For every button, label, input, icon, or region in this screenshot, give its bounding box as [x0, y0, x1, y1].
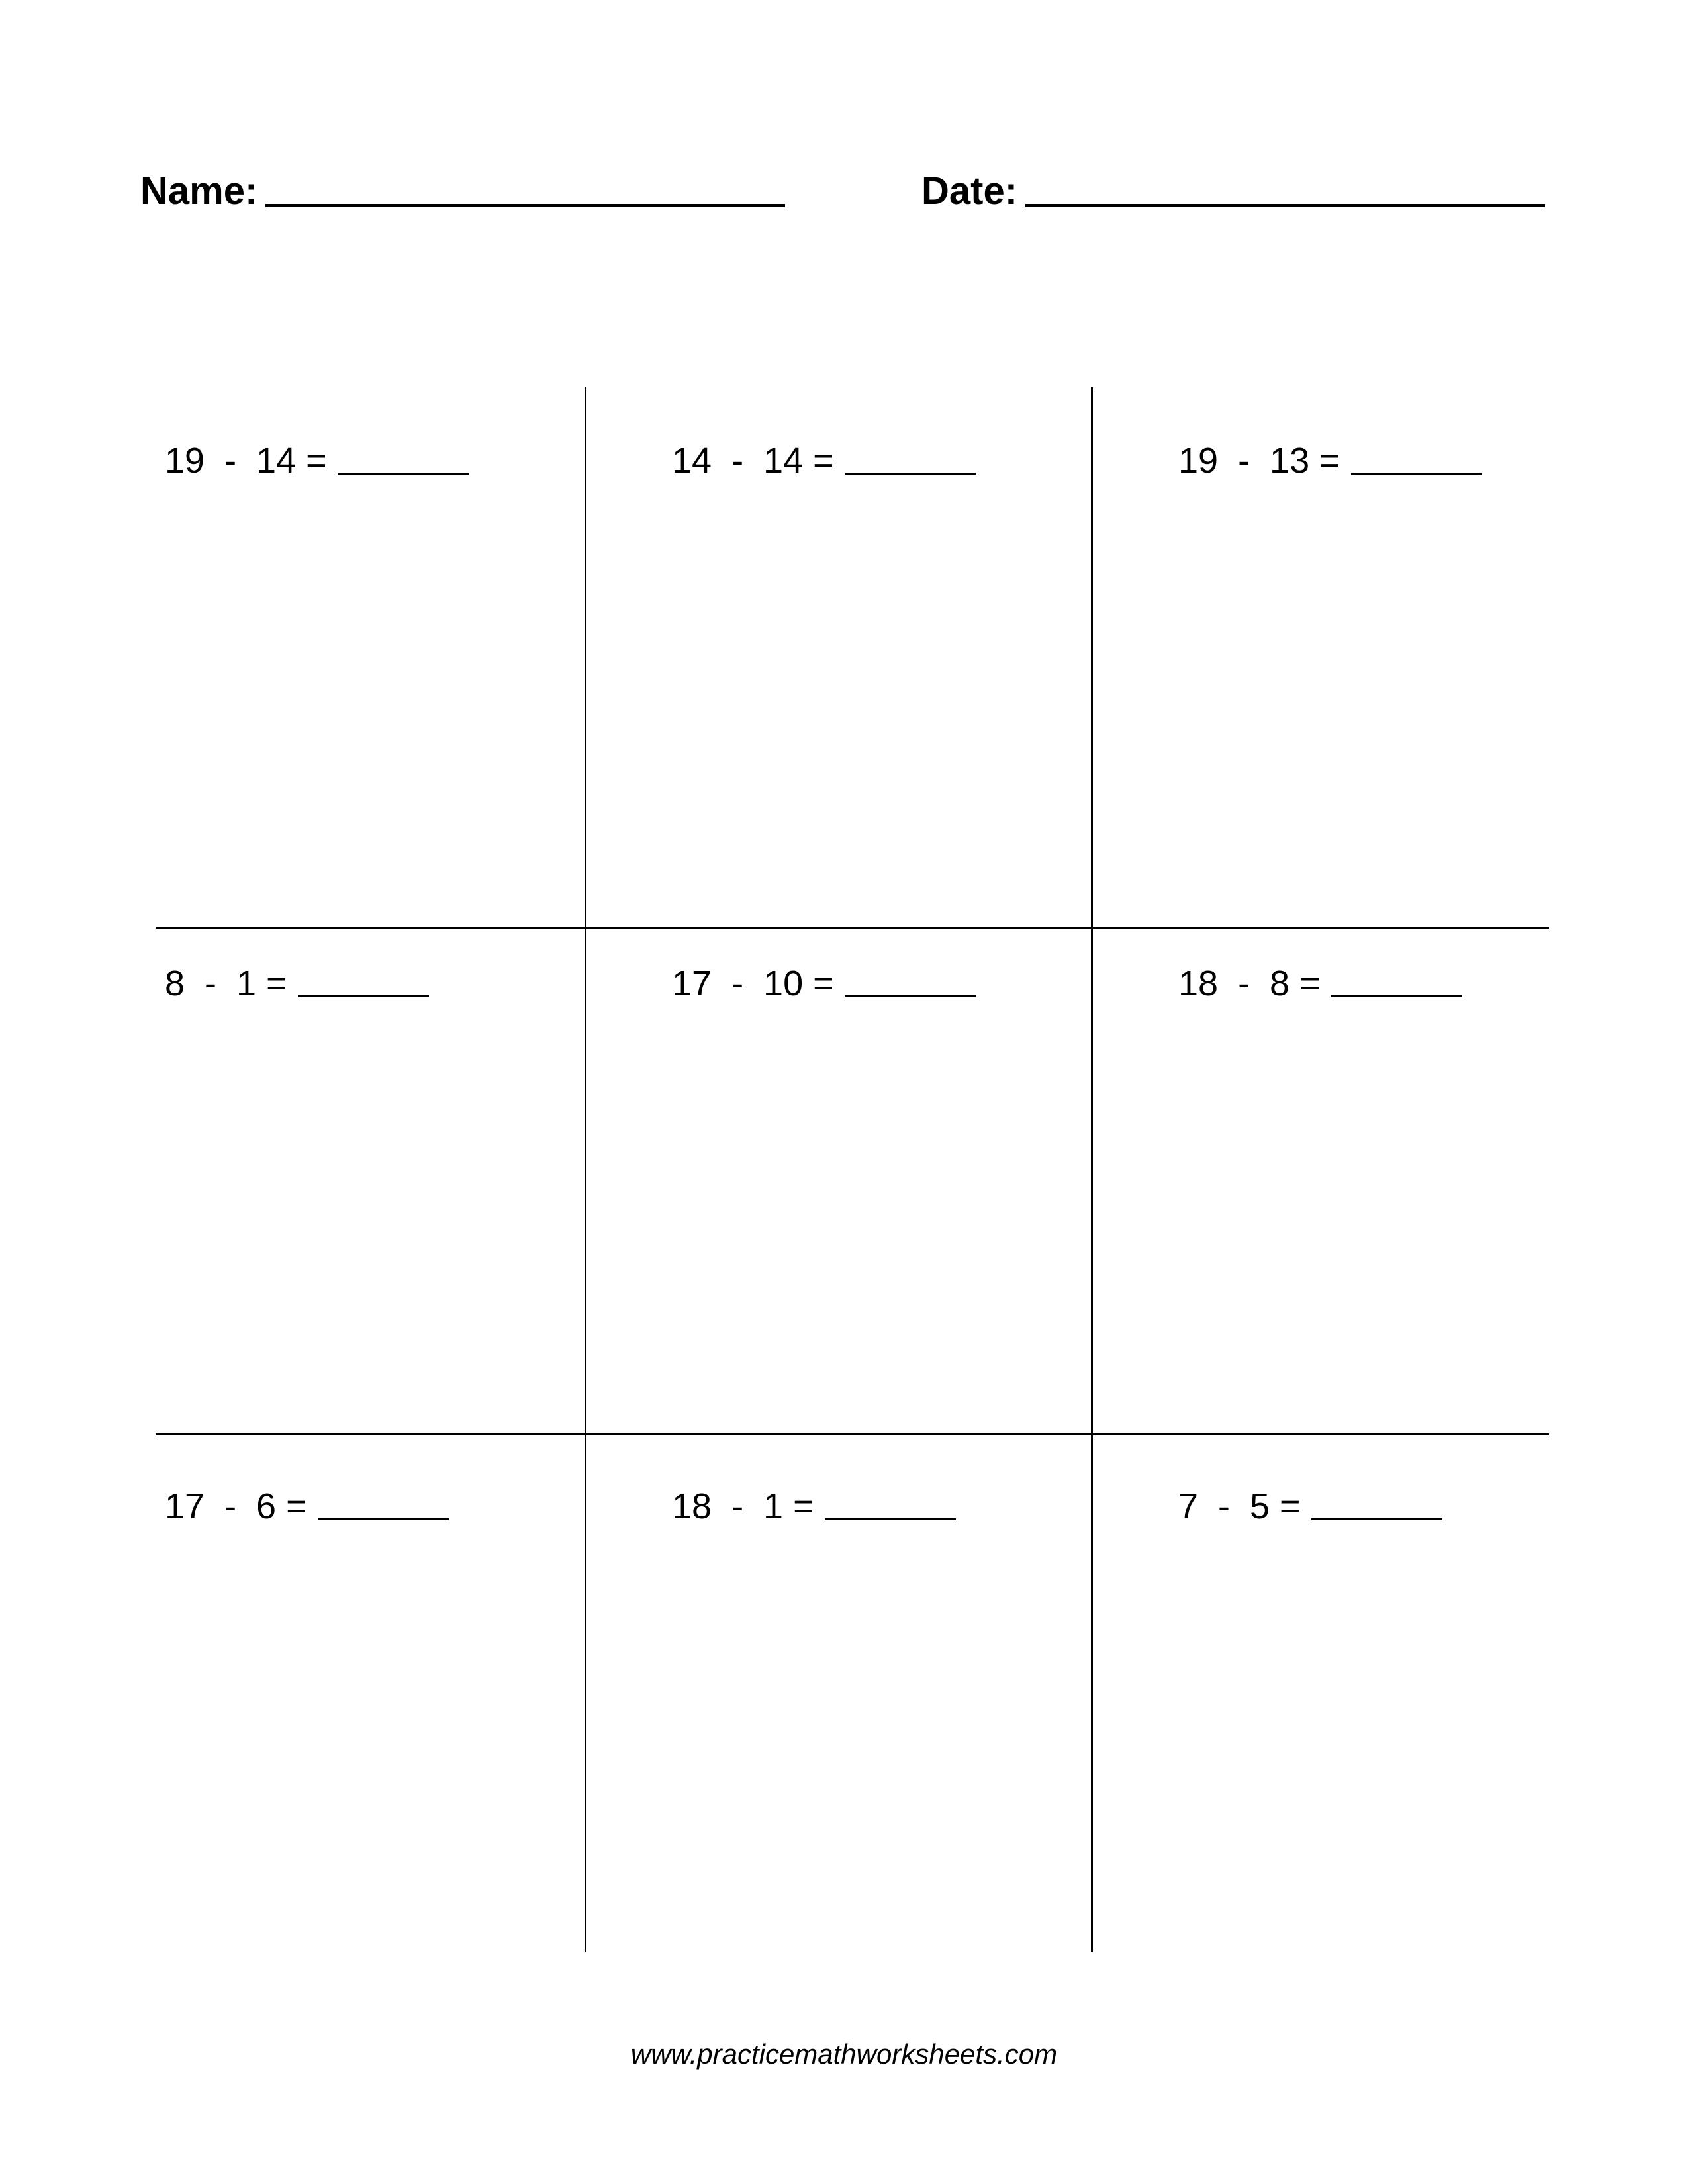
- name-label: Name:: [140, 169, 258, 212]
- grid-divider-horizontal: [156, 1433, 1549, 1435]
- problem-expression: 18 - 1 =: [672, 1486, 814, 1526]
- problem-1: [165, 439, 469, 482]
- answer-blank[interactable]: [1351, 473, 1482, 475]
- date-label: Date:: [921, 169, 1018, 212]
- problem-9: [1178, 1484, 1442, 1528]
- answer-blank[interactable]: [845, 995, 976, 997]
- problem-3: [1178, 439, 1482, 482]
- problem-expression: 19 - 14 =: [165, 441, 327, 480]
- problem-expression: 17 - 6 =: [165, 1486, 307, 1526]
- worksheet-header: [140, 169, 1544, 222]
- answer-blank[interactable]: [338, 473, 469, 475]
- problem-expression: 8 - 1 =: [165, 964, 287, 1003]
- footer-url: www.practicemathworksheets.com: [630, 2038, 1058, 2070]
- problem-6: [1178, 962, 1462, 1005]
- date-field: [921, 169, 1545, 214]
- grid-divider-vertical: [1091, 387, 1093, 1952]
- problem-7: [165, 1484, 449, 1528]
- problem-expression: 14 - 14 =: [672, 441, 834, 480]
- name-field: [140, 169, 785, 214]
- problem-2: [672, 439, 976, 482]
- date-answer-line[interactable]: [1025, 204, 1545, 207]
- grid-divider-vertical: [585, 387, 586, 1952]
- answer-blank[interactable]: [825, 1518, 956, 1520]
- problem-expression: 17 - 10 =: [672, 964, 834, 1003]
- problem-8: [672, 1484, 956, 1528]
- problem-expression: 7 - 5 =: [1178, 1486, 1301, 1526]
- problem-expression: 18 - 8 =: [1178, 964, 1321, 1003]
- answer-blank[interactable]: [845, 473, 976, 475]
- problem-grid: [156, 387, 1549, 1952]
- problem-expression: 19 - 13 =: [1178, 441, 1340, 480]
- answer-blank[interactable]: [1311, 1518, 1442, 1520]
- problem-4: [165, 962, 429, 1005]
- answer-blank[interactable]: [1331, 995, 1462, 997]
- answer-blank[interactable]: [298, 995, 429, 997]
- answer-blank[interactable]: [318, 1518, 449, 1520]
- name-answer-line[interactable]: [265, 204, 785, 207]
- problem-5: [672, 962, 976, 1005]
- grid-divider-horizontal: [156, 927, 1549, 929]
